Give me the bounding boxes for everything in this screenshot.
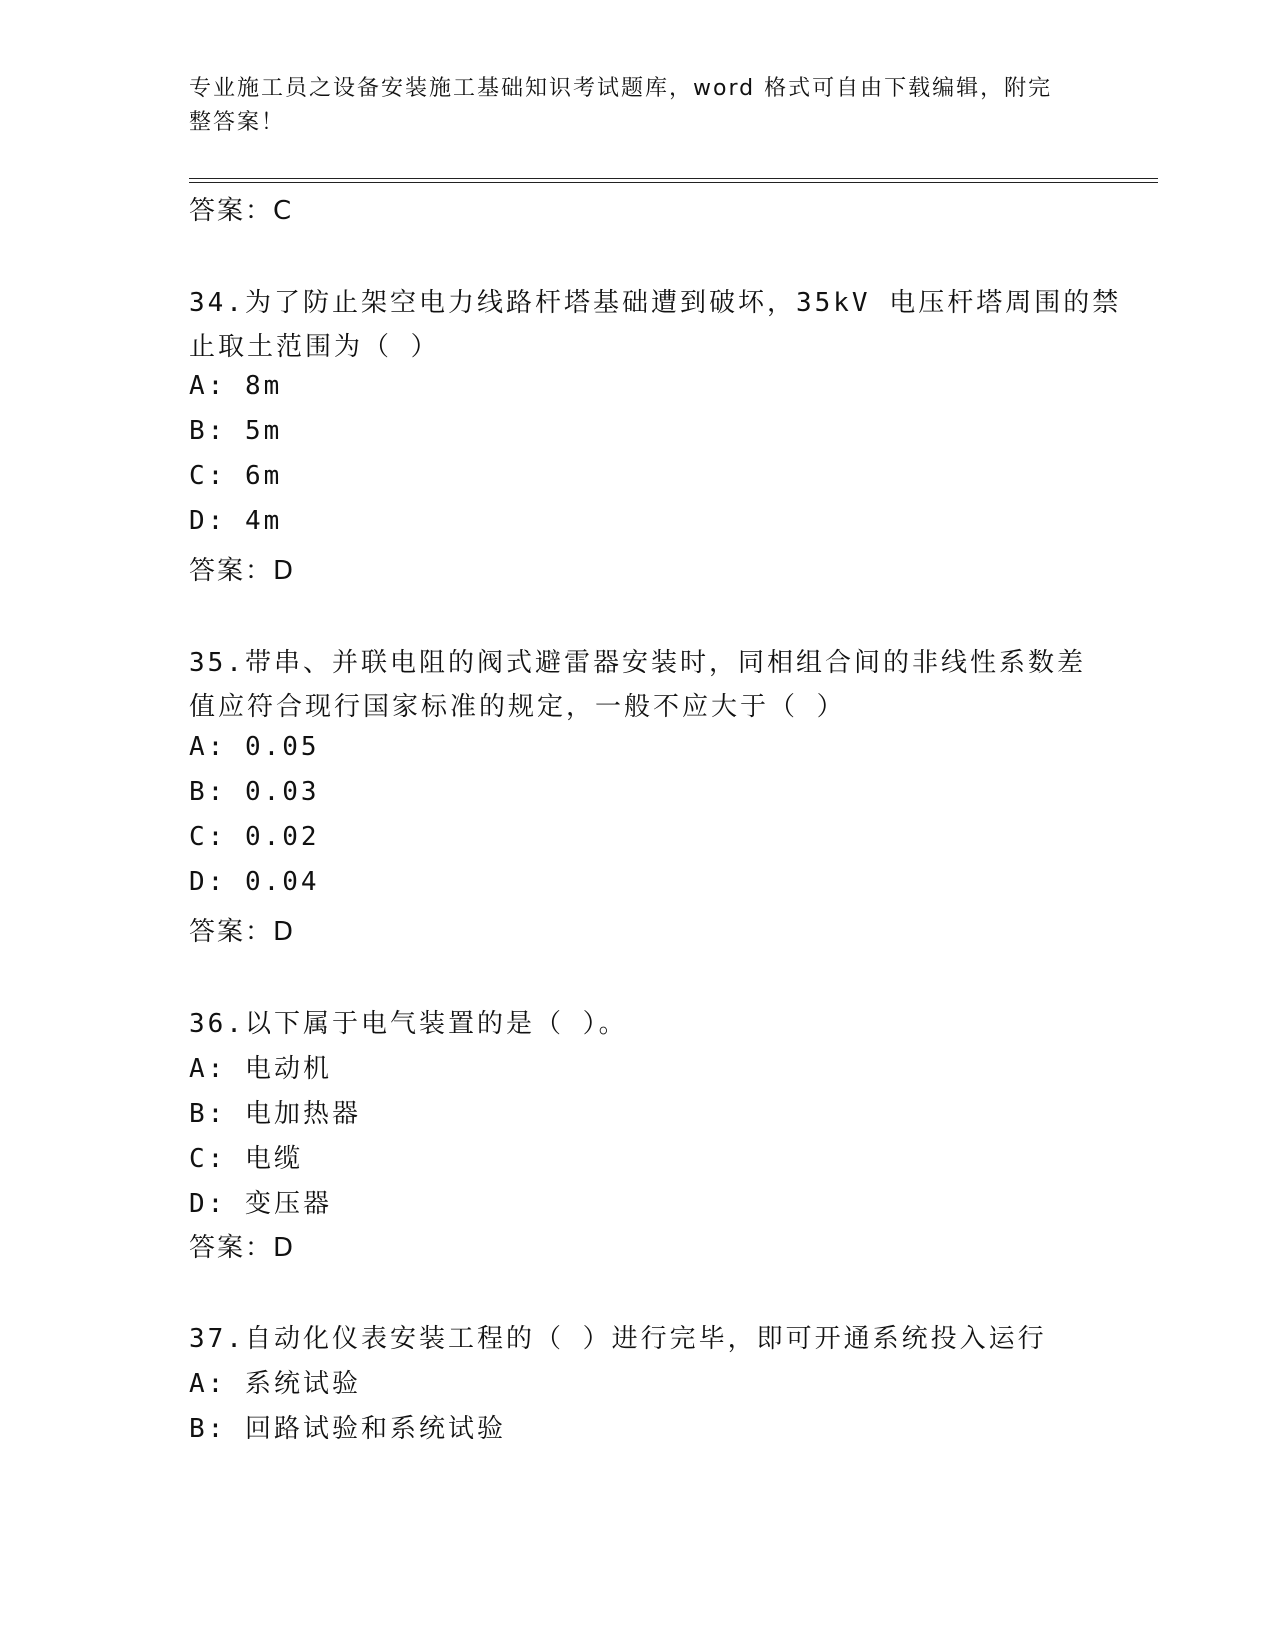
header-divider-top [189, 178, 1158, 179]
question-37-option-a: A: 系统试验 [189, 1369, 361, 1399]
question-35-answer: 答案：D [189, 917, 296, 947]
document-header [189, 72, 1069, 140]
header-divider-bottom [189, 182, 1158, 183]
header-line-1: 专业施工员之设备安装施工基础知识考试题库，word 格式可自由下载编辑，附完 [189, 76, 1053, 101]
question-37-option-b: B: 回路试验和系统试验 [189, 1414, 506, 1444]
question-34-stem-line-2: 止取土范围为（ ） [189, 332, 440, 362]
question-35-option-c: C: 0.02 [189, 822, 320, 852]
question-35-stem-line-1: 35.带串、并联电阻的阀式避雷器安装时，同相组合间的非线性系数差 [189, 648, 1086, 678]
question-34-option-d: D: 4m [189, 506, 283, 536]
question-36-option-a: A: 电动机 [189, 1054, 332, 1084]
header-line-2: 整答案！ [189, 110, 286, 135]
answer-q33: 答案：C [189, 196, 294, 226]
question-34-option-b: B: 5m [189, 416, 283, 446]
question-36-option-b: B: 电加热器 [189, 1099, 361, 1129]
question-37-stem: 37.自动化仪表安装工程的（ ）进行完毕，即可开通系统投入运行 [189, 1324, 1047, 1354]
question-35-option-a: A: 0.05 [189, 732, 320, 762]
question-34-option-a: A: 8m [189, 371, 283, 401]
question-35-option-d: D: 0.04 [189, 867, 320, 897]
question-34-answer: 答案：D [189, 556, 296, 586]
question-36-option-c: C: 电缆 [189, 1144, 303, 1174]
question-36-option-d: D: 变压器 [189, 1189, 332, 1219]
question-36-stem: 36.以下属于电气装置的是（ ）。 [189, 1009, 628, 1039]
question-35-option-b: B: 0.03 [189, 777, 320, 807]
question-35-stem-line-2: 值应符合现行国家标准的规定，一般不应大于（ ） [189, 692, 846, 722]
question-34-option-c: C: 6m [189, 461, 283, 491]
question-36-answer: 答案：D [189, 1233, 296, 1263]
question-34-stem-line-1: 34.为了防止架空电力线路杆塔基础遭到破坏，35kV 电压杆塔周围的禁 [189, 288, 1122, 318]
